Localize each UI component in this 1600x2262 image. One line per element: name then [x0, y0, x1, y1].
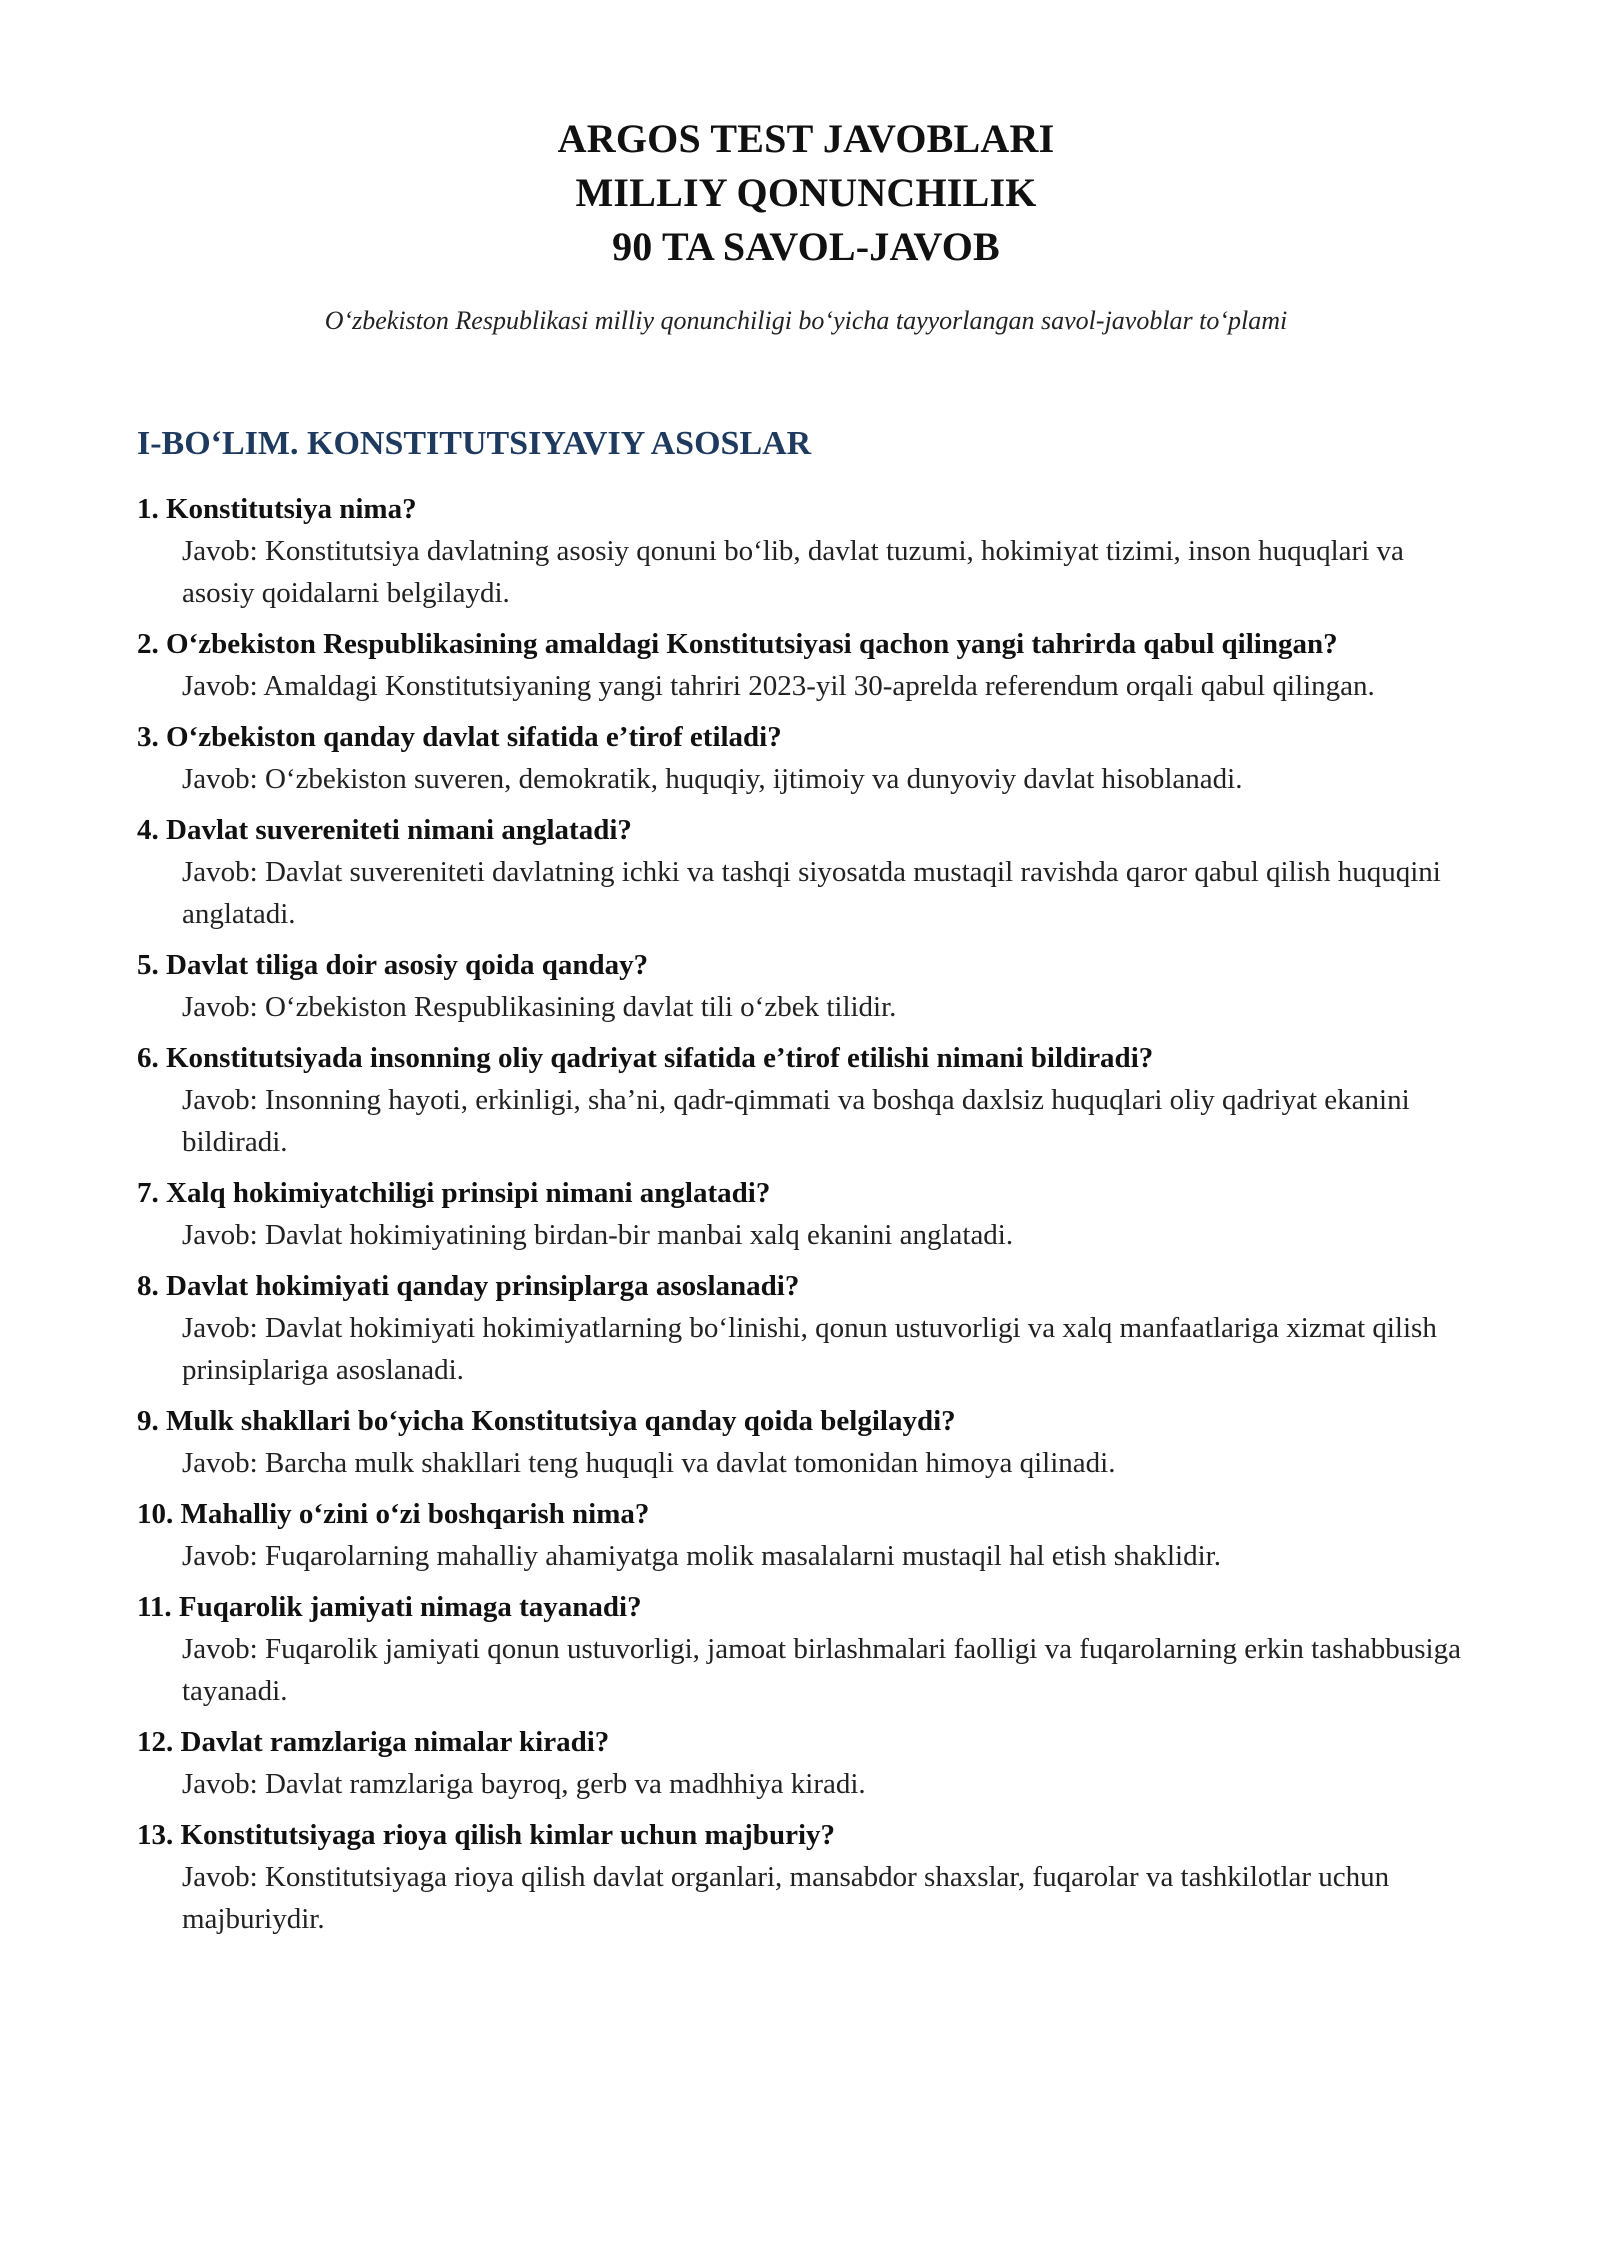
qa-item: [137, 1586, 1475, 1712]
qa-item: [137, 944, 1475, 1028]
question-text: 9. Mulk shakllari bo‘yicha Konstitutsiya qanday qoida belgilaydi?: [137, 1405, 956, 1437]
question-text: 5. Davlat tiliga doir asosiy qoida qanday?: [137, 949, 649, 981]
answer-text: Javob: Barcha mulk shakllari teng huquqli va davlat tomonidan himoya qilinadi.: [182, 1447, 1116, 1479]
qa-item: [137, 716, 1475, 800]
question-text: 6. Konstitutsiyada insonning oliy qadriyat sifatida e’tirof etilishi nimani bildiradi?: [137, 1042, 1154, 1074]
answer-text: Javob: Davlat hokimiyatining birdan-bir manbai xalq ekanini anglatadi.: [182, 1219, 1014, 1251]
qa-item: [137, 809, 1475, 935]
answer-text: Javob: Insonning hayoti, erkinligi, sha’ni, qadr-qimmati va boshqa daxlsiz huquqlari oliy qadriyat ekanini bildiradi.: [182, 1084, 1410, 1158]
answer-text: Javob: Konstitutsiyaga rioya qilish davlat organlari, mansabdor shaxslar, fuqarolar va tashkilotlar uchun majburiydir.: [182, 1861, 1390, 1935]
question-text: 8. Davlat hokimiyati qanday prinsiplarga asoslanadi?: [137, 1270, 800, 1302]
qa-item: [137, 1493, 1475, 1577]
answer-text: Javob: Davlat hokimiyati hokimiyatlarning bo‘linishi, qonun ustuvorligi va xalq manfaatlariga xizmat qilish prinsiplariga asoslanadi.: [182, 1312, 1437, 1386]
question-text: 4. Davlat suvereniteti nimani anglatadi?: [137, 814, 632, 846]
question-text: 12. Davlat ramzlariga nimalar kiradi?: [137, 1726, 610, 1758]
title-line-2: MILLIY QONUNCHILIK: [575, 170, 1037, 215]
qa-item: [137, 1814, 1475, 1940]
answer-text: Javob: Fuqarolarning mahalliy ahamiyatga molik masalalarni mustaqil hal etish shaklidir.: [182, 1540, 1221, 1572]
section-heading: I-BO‘LIM. KONSTITUTSIYAVIY ASOSLAR: [137, 425, 812, 462]
answer-text: Javob: Amaldagi Konstitutsiyaning yangi tahriri 2023-yil 30-aprelda referendum orqali qabul qilingan.: [182, 670, 1375, 702]
question-text: 13. Konstitutsiyaga rioya qilish kimlar uchun majburiy?: [137, 1819, 835, 1851]
qa-item: [137, 1400, 1475, 1484]
qa-item: [137, 1172, 1475, 1256]
title-block: [137, 112, 1475, 274]
qa-item: [137, 1037, 1475, 1163]
qa-item: [137, 1265, 1475, 1391]
question-text: 3. O‘zbekiston qanday davlat sifatida e’tirof etiladi?: [137, 721, 782, 753]
question-text: 2. O‘zbekiston Respublikasining amaldagi Konstitutsiyasi qachon yangi tahrirda qabul qilingan?: [137, 628, 1338, 660]
qa-list: [137, 488, 1475, 1940]
subtitle: O‘zbekiston Respublikasi milliy qonunchiligi bo‘yicha tayyorlangan savol-javoblar to‘plami: [324, 306, 1288, 335]
qa-item: [137, 623, 1475, 707]
question-text: 11. Fuqarolik jamiyati nimaga tayanadi?: [137, 1591, 642, 1623]
qa-item: [137, 488, 1475, 614]
answer-text: Javob: Davlat ramzlariga bayroq, gerb va madhhiya kiradi.: [182, 1768, 866, 1800]
answer-text: Javob: O‘zbekiston Respublikasining davlat tili o‘zbek tilidir.: [182, 991, 897, 1023]
qa-item: [137, 1721, 1475, 1805]
answer-text: Javob: Konstitutsiya davlatning asosiy qonuni bo‘lib, davlat tuzumi, hokimiyat tizimi, inson huquqlari va asosiy qoidalarni belgilaydi.: [182, 535, 1404, 609]
answer-text: Javob: O‘zbekiston suveren, demokratik, huquqiy, ijtimoiy va dunyoviy davlat hisoblanadi.: [182, 763, 1243, 795]
question-text: 7. Xalq hokimiyatchiligi prinsipi nimani anglatadi?: [137, 1177, 771, 1209]
answer-text: Javob: Davlat suvereniteti davlatning ichki va tashqi siyosatda mustaqil ravishda qaror qabul qilish huquqini anglatadi.: [182, 856, 1441, 930]
title-line-1: ARGOS TEST JAVOBLARI: [557, 116, 1055, 161]
title-line-3: 90 TA SAVOL-JAVOB: [612, 224, 1000, 269]
question-text: 10. Mahalliy o‘zini o‘zi boshqarish nima?: [137, 1498, 650, 1530]
question-text: 1. Konstitutsiya nima?: [137, 493, 417, 525]
answer-text: Javob: Fuqarolik jamiyati qonun ustuvorligi, jamoat birlashmalari faolligi va fuqarolarning erkin tashabbusiga tayanadi.: [182, 1633, 1461, 1707]
